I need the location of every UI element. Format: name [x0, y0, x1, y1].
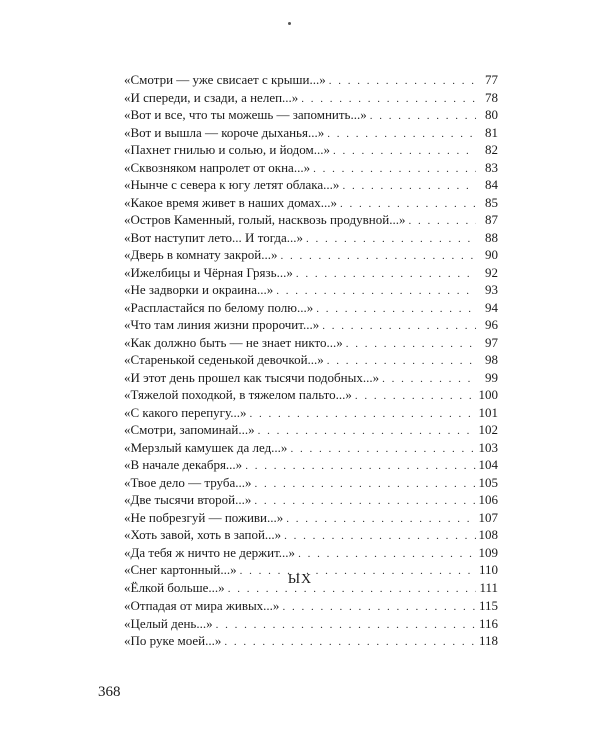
- leader-dots: [255, 476, 476, 494]
- toc-entry-title: «Вот и вышла — короче дыханья...»: [124, 124, 325, 140]
- toc-entry: [124, 316, 498, 334]
- toc-entry-page: 106: [478, 492, 498, 507]
- toc-entry-page: 84: [485, 177, 498, 192]
- toc-entry-page: 78: [485, 89, 498, 105]
- toc-entry-page: 99: [485, 369, 498, 385]
- toc-entry: [124, 124, 498, 142]
- leader-dots: [286, 511, 476, 529]
- toc-entry: [124, 439, 498, 457]
- toc-entry-page: 105: [478, 474, 498, 490]
- leader-dots: [382, 371, 476, 389]
- leader-dots: [342, 178, 476, 196]
- toc-entry: [124, 229, 498, 247]
- toc-entry: [124, 491, 498, 509]
- toc-entry-title: «Дверь в комнату закрой...»: [124, 247, 278, 262]
- leader-dots: [327, 126, 476, 144]
- toc-entry: [124, 89, 498, 107]
- toc-entry: [124, 597, 498, 615]
- toc-entry-page: 87: [485, 212, 498, 227]
- toc-entry: [124, 106, 498, 124]
- leader-dots: [370, 108, 476, 126]
- toc-entry: [124, 509, 498, 527]
- toc-list-first: [124, 71, 498, 596]
- toc-entry: [124, 369, 498, 387]
- toc-entry: [124, 141, 498, 159]
- toc-entry-page: 108: [478, 527, 498, 542]
- leader-dots: [329, 73, 476, 91]
- leader-dots: [224, 634, 476, 652]
- toc-entry-page: 85: [485, 194, 498, 210]
- leader-dots: [282, 599, 476, 617]
- toc-entry-page: 98: [485, 352, 498, 367]
- toc-entry: [124, 194, 498, 212]
- leader-dots: [333, 143, 476, 161]
- toc-entry: [124, 456, 498, 474]
- toc-entry-page: 107: [478, 509, 498, 525]
- leader-dots: [280, 248, 476, 266]
- toc-entry-page: 96: [485, 317, 498, 332]
- leader-dots: [306, 231, 476, 249]
- toc-entry-page: 94: [485, 299, 498, 315]
- toc-list-second: [124, 597, 498, 650]
- leader-dots: [258, 423, 476, 441]
- toc-entry-page: 111: [479, 579, 498, 595]
- leader-dots: [296, 266, 476, 284]
- leader-dots: [245, 458, 476, 476]
- toc-entry: [124, 299, 498, 317]
- toc-entry-title: «Две тысячи второй...»: [124, 492, 252, 507]
- toc-entry-page: 88: [485, 229, 498, 245]
- toc-entry-page: 101: [478, 404, 498, 420]
- toc-entry-page: 102: [478, 422, 498, 437]
- toc-entry: [124, 71, 498, 89]
- leader-dots: [408, 213, 476, 231]
- toc-entry: [124, 632, 498, 650]
- toc-entry: [124, 404, 498, 422]
- toc-entry-title: «И этот день прошел как тысячи подобных...»: [124, 369, 380, 385]
- toc-entry-title: «Твое дело — труба...»: [124, 474, 252, 490]
- toc-entry: [124, 176, 498, 194]
- toc-entry-page: 115: [478, 598, 498, 613]
- toc-entry: [124, 281, 498, 299]
- toc-entry: [124, 246, 498, 264]
- toc-entry-page: 118: [478, 633, 498, 648]
- toc-entry-title: «С какого перепугу...»: [124, 404, 247, 420]
- leader-dots: [298, 546, 476, 564]
- toc-entry-page: 104: [478, 457, 498, 472]
- toc-entry-page: 80: [485, 107, 498, 122]
- toc-entry-title: «Хоть завой, хоть в запой...»: [124, 527, 282, 542]
- toc-entry: [124, 351, 498, 369]
- toc-entry-title: «Смотри, запоминай...»: [124, 422, 255, 437]
- leader-dots: [355, 388, 476, 406]
- toc-entry-title: «Старенькой седенькой девочкой...»: [124, 352, 324, 367]
- top-dot-mark: [288, 22, 291, 25]
- toc-entry-page: 81: [485, 124, 498, 140]
- leader-dots: [346, 336, 476, 354]
- toc-entry-page: 116: [478, 615, 498, 631]
- toc-entry: [124, 211, 498, 229]
- leader-dots: [322, 318, 476, 336]
- toc-entry-title: «Ёлкой больше...»: [124, 579, 225, 595]
- leader-dots: [254, 493, 476, 511]
- toc-entry-title: «Ижелбицы и Чёрная Грязь...»: [124, 264, 293, 280]
- toc-entry: [124, 159, 498, 177]
- toc-entry-title: «По руке моей...»: [124, 633, 222, 648]
- toc-entry: [124, 544, 498, 562]
- toc-entry: [124, 474, 498, 492]
- toc-entry-page: 100: [478, 387, 498, 402]
- toc-entry-title: «Вот и все, что ты можешь — запомнить...»: [124, 107, 367, 122]
- toc-entry-title: «Целый день...»: [124, 615, 213, 631]
- toc-entry: [124, 264, 498, 282]
- toc-entry: [124, 386, 498, 404]
- toc-entry-title: «И спереди, и сзади, а нелеп...»: [124, 89, 299, 105]
- toc-entry-title: «Нынче с севера к югу летят облака...»: [124, 177, 340, 192]
- toc-entry-title: «Как должно быть — не знает никто...»: [124, 334, 343, 350]
- toc-entry-title: «Не задворки и окраина...»: [124, 282, 274, 297]
- leader-dots: [284, 528, 476, 546]
- toc-entry-title: «Не побрезгуй — поживи...»: [124, 509, 284, 525]
- toc-entry-title: «Тяжелой походкой, в тяжелом пальто...»: [124, 387, 352, 402]
- toc-entry-title: «Мерзлый камушек да лед...»: [124, 439, 288, 455]
- toc-entry: [124, 526, 498, 544]
- toc-entry-page: 97: [485, 334, 498, 350]
- toc-entry-page: 92: [485, 264, 498, 280]
- toc-entry-page: 109: [478, 544, 498, 560]
- toc-entry-title: «Отпадая от мира живых...»: [124, 598, 280, 613]
- leader-dots: [249, 406, 476, 424]
- toc-entry-title: «Снег картонный...»: [124, 562, 237, 577]
- toc-entry-title: «Что там линия жизни пророчит...»: [124, 317, 320, 332]
- toc-entry-title: «Какое время живет в наших домах...»: [124, 194, 338, 210]
- toc-entry-title: «Смотри — уже свисает с крыши...»: [124, 72, 326, 87]
- toc-entry-page: 110: [478, 562, 498, 577]
- page-number: 368: [98, 684, 121, 700]
- toc-entry-title: «Да тебя ж ничто не держит...»: [124, 544, 296, 560]
- toc-entry-title: «Распластайся по белому полю...»: [124, 299, 314, 315]
- toc-entry: [124, 334, 498, 352]
- leader-dots: [290, 441, 476, 459]
- toc-entry-page: 83: [485, 159, 498, 175]
- leader-dots: [316, 301, 476, 319]
- section-title: ЫХ: [287, 572, 313, 587]
- toc-entry-page: 90: [485, 247, 498, 262]
- toc-entry-title: «В начале декабря...»: [124, 457, 243, 472]
- toc-entry-page: 77: [485, 72, 498, 87]
- toc-entry-title: «Сквозняком напролет от окна...»: [124, 159, 311, 175]
- toc-entry-page: 93: [485, 282, 498, 297]
- toc-entry-page: 82: [485, 142, 498, 157]
- toc-entry: [124, 615, 498, 633]
- leader-dots: [216, 617, 476, 635]
- toc-entry-title: «Вот наступит лето... И тогда...»: [124, 229, 304, 245]
- toc-entry-page: 103: [478, 439, 498, 455]
- toc-entry: [124, 421, 498, 439]
- toc-entry-title: «Пахнет гнилью и солью, и йодом...»: [124, 142, 331, 157]
- toc-entry-title: «Остров Каменный, голый, насквозь продувной...»: [124, 212, 406, 227]
